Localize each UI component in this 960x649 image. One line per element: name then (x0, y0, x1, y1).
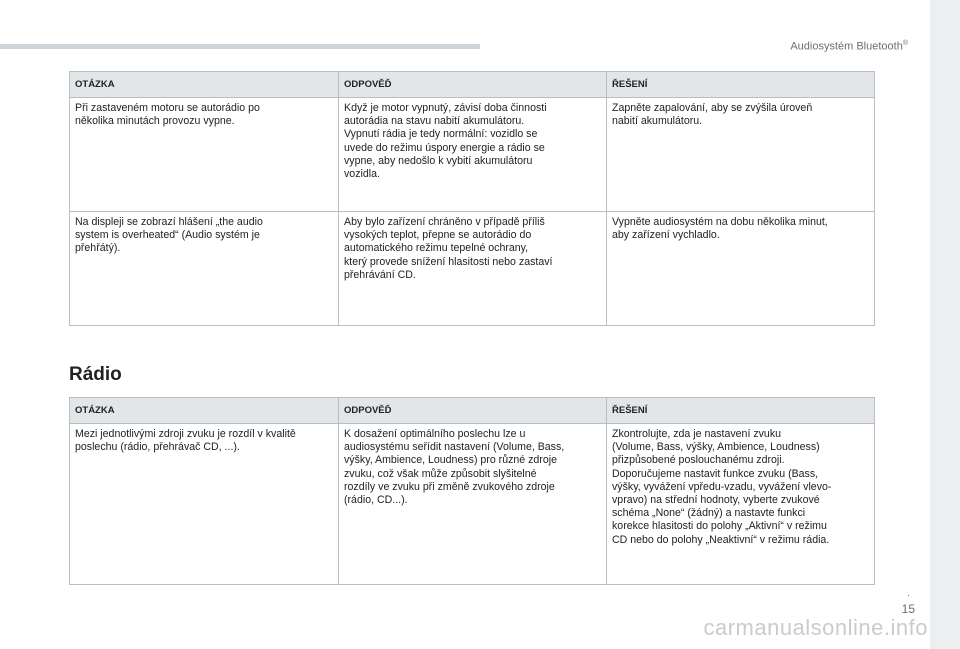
solution-cell: Zkontrolujte, zda je nastavení zvuku (Volume, Bass, výšky, Ambience, Loudness) přizpůsobené poslouchanému zdroji. Doporučujeme nastavit funkce zvuku (Bass, výšky, vyvážení vpředu-vzadu, vyvážení vlevo- vpravo) na střední hodnoty, vyberte zvukové schéma „None“ (žádný) a nastavte funkci korekce hlasitosti do polohy „Aktivní“ v režimu CD nebo do polohy „Neaktivní“ v režimu rádia. (607, 424, 875, 585)
column-header-solution: ŘEŠENÍ (607, 72, 875, 98)
page-header-title (790, 40, 908, 53)
column-header-question: OTÁZKA (70, 398, 339, 424)
column-header-answer: ODPOVĚĎ (339, 72, 607, 98)
watermark-text: carmanualsonline.info (703, 615, 928, 640)
table-row (70, 98, 875, 212)
column-header-question: OTÁZKA (70, 72, 339, 98)
solution-cell: Zapněte zapalování, aby se zvýšila úroveň nabití akumulátoru. (607, 98, 875, 212)
troubleshooting-table-general (69, 71, 875, 326)
column-header-answer: ODPOVĚĎ (339, 398, 607, 424)
column-header-solution: ŘEŠENÍ (607, 398, 875, 424)
table-row (70, 212, 875, 326)
header-title-text: Audiosystém Bluetooth (790, 40, 903, 53)
page-edge-strip (930, 0, 960, 649)
header-title-sup: ® (902, 40, 908, 47)
table-row (70, 424, 875, 585)
troubleshooting-table-radio (69, 397, 875, 585)
section-title-radio: Rádio (69, 364, 122, 385)
solution-cell: Vypněte audiosystém na dobu několika minut, aby zařízení vychladlo. (607, 212, 875, 326)
answer-cell: Když je motor vypnutý, závisí doba činnosti autorádia na stavu nabití akumulátoru. Vypnutí rádia je tedy normální: vozidlo se uvede do režimu úspory energie a rádio se vypne, aby nedošlo k vybití akumulátoru vozidla. (339, 98, 607, 212)
header-rule (0, 44, 480, 49)
page-bullet: . (907, 588, 910, 599)
answer-cell: Aby bylo zařízení chráněno v případě příliš vysokých teplot, přepne se autorádio do automatického režimu tepelné ochrany, který provede snížení hlasitosti nebo zastaví přehrávání CD. (339, 212, 607, 326)
question-cell: Na displeji se zobrazí hlášení „the audio system is overheated“ (Audio systém je přehřátý). (70, 212, 339, 326)
question-cell: Při zastaveném motoru se autorádio po několika minutách provozu vypne. (70, 98, 339, 212)
page-number: 15 (901, 602, 915, 616)
table-header-row (70, 398, 875, 424)
answer-cell: K dosažení optimálního poslechu lze u audiosystému seřídit nastavení (Volume, Bass, výšky, Ambience, Loudness) pro různé zdroje zvuku, což však může způsobit slyšitelné rozdíly ve zvuku při změně zvukového zdroje (rádio, CD...). (339, 424, 607, 585)
question-cell: Mezi jednotlivými zdroji zvuku je rozdíl v kvalitě poslechu (rádio, přehrávač CD, ...). (70, 424, 339, 585)
table-header-row (70, 72, 875, 98)
